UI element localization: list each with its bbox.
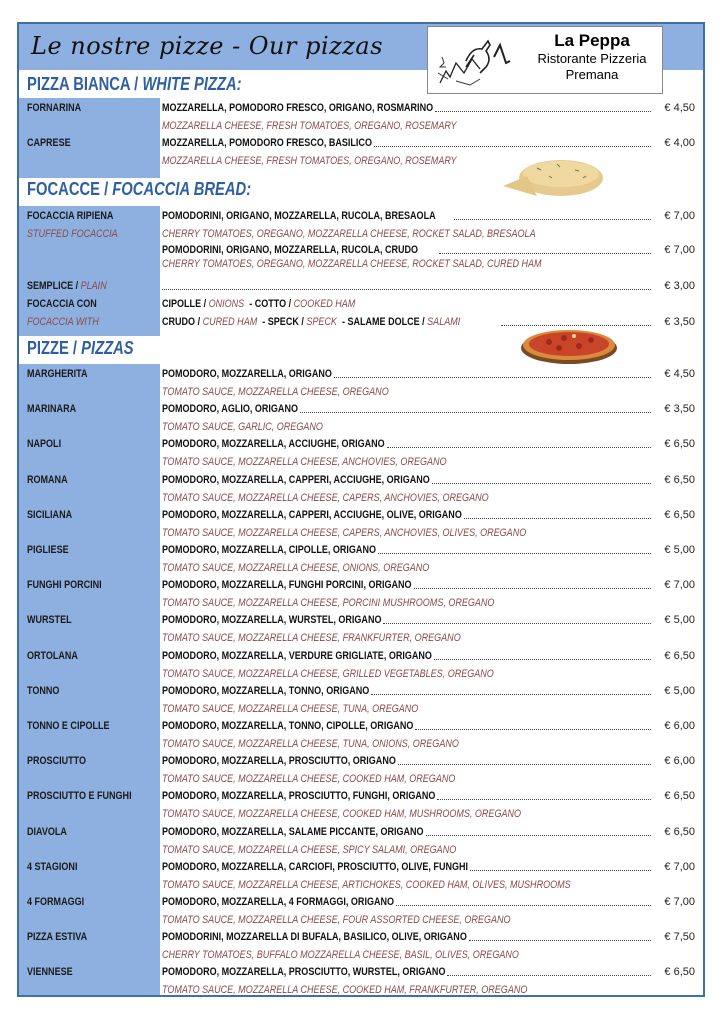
item-name: TONNO bbox=[27, 684, 60, 697]
focaccia-ripiena-en-row-2 bbox=[19, 258, 703, 276]
leader-dots bbox=[371, 694, 651, 695]
section-title-bianca: PIZZA BIANCA / WHITE PIZZA: bbox=[27, 74, 242, 94]
item-ingredients: POMODORO, MOZZARELLA, PROSCIUTTO, WURSTEL, ORIGANO bbox=[162, 966, 446, 979]
menu-item-english-row bbox=[19, 668, 703, 686]
item-english: TOMATO SAUCE, GARLIC, OREGANO bbox=[162, 421, 323, 434]
focaccia-semplice-row bbox=[19, 280, 703, 298]
item-english: TOMATO SAUCE, MOZZARELLA CHEESE, TUNA, OREGANO bbox=[162, 702, 419, 715]
item-english: TOMATO SAUCE, MOZZARELLA CHEESE, GRILLED VEGETABLES, OREGANO bbox=[162, 667, 494, 680]
item-ingredients: POMODORO, MOZZARELLA, FUNGHI PORCINI, ORIGANO bbox=[162, 579, 412, 592]
item-ingredients: POMODORO, MOZZARELLA, CARCIOFI, PROSCIUTTO, OLIVE, FUNGHI bbox=[162, 860, 469, 873]
item-name: FOCACCIA CON bbox=[27, 298, 97, 310]
menu-item-row bbox=[19, 685, 703, 703]
item-price: € 4,50 bbox=[664, 368, 695, 380]
item-price: € 6,50 bbox=[664, 790, 695, 803]
item-english: CHERRY TOMATOES, BUFFALO MOZZARELLA CHEESE, BASIL, OLIVES, OREGANO bbox=[162, 949, 519, 962]
menu-item-row bbox=[19, 720, 703, 738]
focaccia-toppings-line-2: CRUDO / CURED HAM - SPECK / SPECK - SALAME DOLCE / SALAMI bbox=[162, 316, 461, 328]
menu-item-row bbox=[19, 826, 703, 844]
item-english: TOMATO SAUCE, MOZZARELLA CHEESE, COOKED HAM, MUSHROOMS, OREGANO bbox=[162, 808, 522, 821]
menu-item-row bbox=[19, 896, 703, 914]
leader-dots bbox=[439, 253, 651, 254]
item-price: € 7,50 bbox=[664, 931, 695, 944]
menu-item-row bbox=[19, 474, 703, 492]
item-price: € 3,50 bbox=[664, 316, 695, 328]
section-title-focacce: FOCACCE / FOCACCIA BREAD: bbox=[27, 179, 252, 199]
item-price: € 4,00 bbox=[664, 137, 695, 149]
menu-item-row bbox=[19, 579, 703, 597]
item-ingredients: POMODORO, MOZZARELLA, ACCIUGHE, ORIGANO bbox=[162, 438, 385, 451]
item-english: TOMATO SAUCE, MOZZARELLA CHEESE, ONIONS, OREGANO bbox=[162, 562, 430, 574]
item-ingredients: POMODORINI, MOZZARELLA DI BUFALA, BASILICO, OLIVE, ORIGANO bbox=[162, 931, 467, 944]
item-ingredients: POMODORINI, ORIGANO, MOZZARELLA, RUCOLA, BRESAOLA bbox=[162, 210, 436, 222]
menu-item-row bbox=[19, 614, 703, 632]
page-title: Le nostre pizze - Our pizzas bbox=[31, 32, 384, 60]
logo-subtitle: Ristorante Pizzeria bbox=[537, 51, 647, 66]
item-english: CHERRY TOMATOES, OREGANO, MOZZARELLA CHEESE, ROCKET SALAD, BRESAOLA bbox=[162, 228, 536, 240]
leader-dots bbox=[383, 623, 651, 624]
leader-dots bbox=[435, 111, 651, 112]
menu-item-row bbox=[19, 102, 703, 120]
item-name-english: FOCACCIA WITH bbox=[27, 316, 99, 328]
menu-item-english-row bbox=[19, 949, 703, 967]
menu-item-english-row bbox=[19, 844, 703, 862]
item-english: TOMATO SAUCE, MOZZARELLA CHEESE, COOKED HAM, FRANKFURTER, OREGANO bbox=[162, 984, 528, 997]
leader-dots bbox=[334, 377, 651, 378]
item-english: TOMATO SAUCE, MOZZARELLA CHEESE, TUNA, ONIONS, OREGANO bbox=[162, 738, 459, 750]
item-ingredients: POMODORO, MOZZARELLA, CIPOLLE, ORIGANO bbox=[162, 544, 376, 556]
menu-item-english-row bbox=[19, 703, 703, 721]
menu-item-english-row bbox=[19, 984, 703, 997]
item-price: € 7,00 bbox=[664, 860, 695, 873]
item-ingredients: POMODORO, MOZZARELLA, TONNO, CIPOLLE, ORIGANO bbox=[162, 720, 414, 732]
menu-item-english-row bbox=[19, 492, 703, 510]
logo-name: La Peppa bbox=[554, 31, 630, 50]
restaurant-logo bbox=[427, 26, 663, 94]
item-name: VIENNESE bbox=[27, 966, 73, 979]
item-english: CHERRY TOMATOES, OREGANO, MOZZARELLA CHEESE, ROCKET SALAD, CURED HAM bbox=[162, 258, 542, 270]
item-english: TOMATO SAUCE, MOZZARELLA CHEESE, ANCHOVIES, OREGANO bbox=[162, 456, 447, 469]
item-price: € 5,00 bbox=[664, 684, 695, 697]
leader-dots bbox=[447, 975, 651, 976]
item-ingredients: MOZZARELLA, POMODORO FRESCO, BASILICO bbox=[162, 137, 372, 149]
menu-item-english-row bbox=[19, 562, 703, 580]
menu-item-row bbox=[19, 966, 703, 984]
menu-item-english-row bbox=[19, 879, 703, 897]
menu-item-english-row bbox=[19, 808, 703, 826]
item-price: € 7,00 bbox=[664, 244, 695, 256]
item-price: € 3,50 bbox=[664, 403, 695, 416]
item-name: FUNGHI PORCINI bbox=[27, 579, 102, 592]
leader-dots bbox=[464, 518, 651, 519]
item-ingredients: POMODORO, MOZZARELLA, CAPPERI, ACCIUGHE, OLIVE, ORIGANO bbox=[162, 508, 462, 521]
item-name: ROMANA bbox=[27, 473, 68, 486]
leader-dots bbox=[470, 870, 651, 871]
item-english: TOMATO SAUCE, MOZZARELLA CHEESE, PORCINI MUSHROOMS, OREGANO bbox=[162, 597, 495, 610]
item-english: TOMATO SAUCE, MOZZARELLA CHEESE, COOKED HAM, OREGANO bbox=[162, 773, 456, 786]
leader-dots bbox=[437, 799, 651, 800]
item-price: € 3,00 bbox=[664, 280, 695, 292]
leader-dots bbox=[374, 146, 651, 147]
leader-dots bbox=[434, 659, 651, 660]
item-price: € 4,50 bbox=[664, 102, 695, 114]
item-name: FOCACCIA RIPIENA bbox=[27, 210, 114, 222]
item-price: € 6,50 bbox=[664, 649, 695, 662]
item-ingredients: POMODORO, MOZZARELLA, PROSCIUTTO, ORIGANO bbox=[162, 755, 396, 768]
menu-item-row bbox=[19, 755, 703, 773]
item-english: TOMATO SAUCE, MOZZARELLA CHEESE, ARTICHOKES, COOKED HAM, OLIVES, MUSHROOMS bbox=[162, 878, 571, 891]
leader-dots bbox=[396, 905, 651, 906]
menu-item-row bbox=[19, 403, 703, 421]
deer-mountain-sketch-icon bbox=[436, 33, 516, 89]
menu-item-row bbox=[19, 931, 703, 949]
focaccia-photo-icon bbox=[497, 152, 607, 204]
item-price: € 6,50 bbox=[664, 473, 695, 486]
menu-item-english-row bbox=[19, 386, 703, 404]
item-ingredients: POMODORO, MOZZARELLA, 4 FORMAGGI, ORIGANO bbox=[162, 896, 395, 908]
pizza-photo-icon bbox=[519, 326, 619, 366]
menu-item-row bbox=[19, 368, 703, 386]
item-english: MOZZARELLA CHEESE, FRESH TOMATOES, OREGANO, ROSEMARY bbox=[162, 120, 457, 132]
menu-item-english-row bbox=[19, 597, 703, 615]
item-ingredients: POMODORINI, ORIGANO, MOZZARELLA, RUCOLA, CRUDO bbox=[162, 244, 419, 256]
leader-dots bbox=[300, 412, 651, 413]
section-title-pizze: PIZZE / PIZZAS bbox=[27, 338, 134, 358]
item-name: MARINARA bbox=[27, 403, 77, 416]
item-price: € 6,00 bbox=[664, 755, 695, 768]
menu-item-row bbox=[19, 790, 703, 808]
item-price: € 7,00 bbox=[664, 579, 695, 592]
leader-dots bbox=[454, 219, 651, 220]
leader-dots bbox=[432, 483, 651, 484]
item-english: MOZZARELLA CHEESE, FRESH TOMATOES, OREGANO, ROSEMARY bbox=[162, 155, 457, 167]
item-ingredients: POMODORO, MOZZARELLA, SALAME PICCANTE, ORIGANO bbox=[162, 825, 424, 838]
leader-dots bbox=[426, 835, 651, 836]
focaccia-toppings-line-1: CIPOLLE / ONIONS - COTTO / COOKED HAM bbox=[162, 298, 356, 310]
item-ingredients: POMODORO, MOZZARELLA, CAPPERI, ACCIUGHE, ORIGANO bbox=[162, 473, 430, 486]
item-name: TONNO E CIPOLLE bbox=[27, 720, 110, 732]
menu-item-english-row bbox=[19, 914, 703, 932]
item-ingredients: POMODORO, MOZZARELLA, WURSTEL, ORIGANO bbox=[162, 614, 382, 627]
item-price: € 7,00 bbox=[664, 210, 695, 222]
item-price: € 7,00 bbox=[664, 896, 695, 908]
menu-item-english-row bbox=[19, 456, 703, 474]
menu-item-row bbox=[19, 650, 703, 668]
leader-dots bbox=[398, 764, 651, 765]
item-price: € 6,50 bbox=[664, 825, 695, 838]
menu-item-row bbox=[19, 861, 703, 879]
item-ingredients: POMODORO, AGLIO, ORIGANO bbox=[162, 403, 298, 416]
menu-item-english-row bbox=[19, 421, 703, 439]
item-name: PROSCIUTTO E FUNGHI bbox=[27, 790, 132, 803]
menu-item-english-row bbox=[19, 632, 703, 650]
menu-item-row bbox=[19, 509, 703, 527]
item-english: TOMATO SAUCE, MOZZARELLA CHEESE, OREGANO bbox=[162, 386, 389, 398]
item-name: FORNARINA bbox=[27, 102, 82, 114]
leader-dots bbox=[162, 289, 651, 290]
item-price: € 5,00 bbox=[664, 544, 695, 556]
item-name: SICILIANA bbox=[27, 508, 73, 521]
item-name: DIAVOLA bbox=[27, 825, 67, 838]
item-english: TOMATO SAUCE, MOZZARELLA CHEESE, CAPERS, ANCHOVIES, OLIVES, OREGANO bbox=[162, 526, 527, 539]
logo-location: Premana bbox=[565, 67, 619, 82]
menu-page bbox=[17, 22, 705, 997]
item-english: TOMATO SAUCE, MOZZARELLA CHEESE, SPICY SALAMI, OREGANO bbox=[162, 843, 457, 856]
item-name: NAPOLI bbox=[27, 438, 62, 451]
item-ingredients: POMODORO, MOZZARELLA, VERDURE GRIGLIATE, ORIGANO bbox=[162, 649, 432, 662]
leader-dots bbox=[378, 553, 651, 554]
item-name: PIGLIESE bbox=[27, 544, 69, 556]
item-english: TOMATO SAUCE, MOZZARELLA CHEESE, CAPERS, ANCHOVIES, OREGANO bbox=[162, 491, 489, 504]
item-ingredients: POMODORO, MOZZARELLA, PROSCIUTTO, FUNGHI, ORIGANO bbox=[162, 790, 436, 803]
item-name: WURSTEL bbox=[27, 614, 72, 627]
item-name: CAPRESE bbox=[27, 137, 71, 149]
item-price: € 6,50 bbox=[664, 508, 695, 521]
item-english: TOMATO SAUCE, MOZZARELLA CHEESE, FRANKFURTER, OREGANO bbox=[162, 632, 461, 645]
menu-item-english-row bbox=[19, 738, 703, 756]
item-name: 4 STAGIONI bbox=[27, 860, 78, 873]
item-price: € 6,50 bbox=[664, 438, 695, 451]
item-name: PROSCIUTTO bbox=[27, 755, 86, 768]
item-ingredients: POMODORO, MOZZARELLA, ORIGANO bbox=[162, 368, 332, 380]
menu-item-row bbox=[19, 438, 703, 456]
focaccia-con-row-1 bbox=[19, 298, 703, 316]
item-name-english: STUFFED FOCACCIA bbox=[27, 228, 118, 240]
leader-dots bbox=[387, 447, 651, 448]
item-name: MARGHERITA bbox=[27, 368, 88, 380]
leader-dots bbox=[415, 729, 651, 730]
menu-item-row bbox=[19, 544, 703, 562]
leader-dots bbox=[414, 588, 651, 589]
item-name: 4 FORMAGGI bbox=[27, 896, 85, 908]
item-price: € 6,00 bbox=[664, 720, 695, 732]
item-ingredients: POMODORO, MOZZARELLA, TONNO, ORIGANO bbox=[162, 684, 370, 697]
menu-item-english-row bbox=[19, 773, 703, 791]
item-price: € 6,50 bbox=[664, 966, 695, 979]
item-name: ORTOLANA bbox=[27, 649, 78, 662]
menu-item-english-row bbox=[19, 120, 703, 138]
item-price: € 5,00 bbox=[664, 614, 695, 627]
item-name: PIZZA ESTIVA bbox=[27, 931, 88, 944]
focaccia-ripiena-row-1 bbox=[19, 210, 703, 228]
item-ingredients: MOZZARELLA, POMODORO FRESCO, ORIGANO, ROSMARINO bbox=[162, 102, 434, 114]
menu-item-english-row bbox=[19, 527, 703, 545]
leader-dots bbox=[469, 940, 651, 941]
item-name: SEMPLICE / PLAIN bbox=[27, 280, 107, 292]
item-english: TOMATO SAUCE, MOZZARELLA CHEESE, FOUR ASSORTED CHEESE, OREGANO bbox=[162, 914, 511, 926]
